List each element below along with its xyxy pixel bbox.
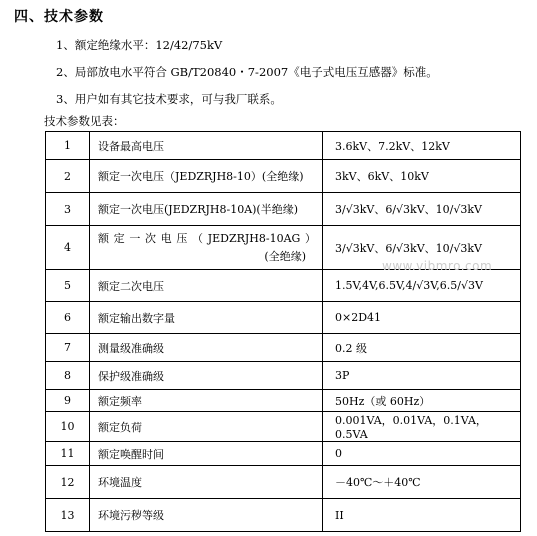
param-value: II (323, 499, 521, 532)
param-name: 环境温度 (90, 466, 323, 499)
param-name: 额定负荷 (90, 412, 323, 442)
param-value: －40℃～＋40℃ (323, 466, 521, 499)
partial-discharge-item: 2、局部放电水平符合 GB/T20840・7-2007《电子式电压互感器》标准。 (56, 65, 438, 79)
param-name: 额定一次电压(JEDZRJH8-10A)(半绝缘) (90, 193, 323, 226)
table-row (46, 302, 521, 334)
table-row (46, 412, 521, 442)
row-number: 13 (46, 499, 90, 532)
param-value: 0×2D41 (323, 302, 521, 334)
param-value: 3P (323, 362, 521, 390)
param-value: 3.6kV、7.2kV、12kV (323, 132, 521, 160)
table-row (46, 193, 521, 226)
param-value: 0.2 级 (323, 334, 521, 362)
param-value: 0 (323, 442, 521, 466)
row-number: 6 (46, 302, 90, 334)
param-value: 0.001VA，0.01VA，0.1VA，0.5VA (323, 412, 521, 442)
row-number: 3 (46, 193, 90, 226)
watermark: www.vibmro.com (382, 259, 493, 273)
table-row (46, 466, 521, 499)
param-name: 测量级准确级 (90, 334, 323, 362)
param-name: 额定一次电压（JEDZRJH8-10）(全绝缘) (90, 160, 323, 193)
param-name-note: (全绝缘) (264, 249, 306, 263)
param-name: 额定频率 (90, 390, 323, 412)
table-row (46, 132, 521, 160)
spec-table (45, 131, 521, 532)
section-heading: 四、技术参数 (14, 9, 104, 25)
table-row (46, 362, 521, 390)
param-value: 3kV、6kV、10kV (323, 160, 521, 193)
table-caption: 技术参数见表： (44, 114, 125, 128)
param-value: 3/√3kV、6/√3kV、10/√3kV (323, 226, 521, 270)
param-name: 额定唤醒时间 (90, 442, 323, 466)
table-row (46, 160, 521, 193)
table-row (46, 442, 521, 466)
param-name (90, 226, 323, 270)
row-number: 7 (46, 334, 90, 362)
param-name-main: 额定一次电压（JEDZRJH8-10AG） (98, 231, 316, 245)
row-number: 1 (46, 132, 90, 160)
table-row (46, 499, 521, 532)
param-name: 保护级准确级 (90, 362, 323, 390)
table-row (46, 334, 521, 362)
param-value: 50Hz（或 60Hz） (323, 390, 521, 412)
insulation-level-item: 1、额定绝缘水平：12/42/75kV (56, 38, 223, 52)
contact-item: 3、用户如有其它技术要求，可与我厂联系。 (56, 92, 282, 106)
table-row (46, 390, 521, 412)
row-number: 9 (46, 390, 90, 412)
param-name: 额定二次电压 (90, 270, 323, 302)
row-number: 8 (46, 362, 90, 390)
row-number: 4 (46, 226, 90, 270)
row-number: 5 (46, 270, 90, 302)
param-value: 3/√3kV、6/√3kV、10/√3kV (323, 193, 521, 226)
row-number: 12 (46, 466, 90, 499)
row-number: 10 (46, 412, 90, 442)
param-name: 设备最高电压 (90, 132, 323, 160)
row-number: 2 (46, 160, 90, 193)
row-number: 11 (46, 442, 90, 466)
param-name: 环境污秽等级 (90, 499, 323, 532)
table-row (46, 270, 521, 302)
param-value: 1.5V,4V,6.5V,4/√3V,6.5/√3V (323, 270, 521, 302)
param-name: 额定输出数字量 (90, 302, 323, 334)
